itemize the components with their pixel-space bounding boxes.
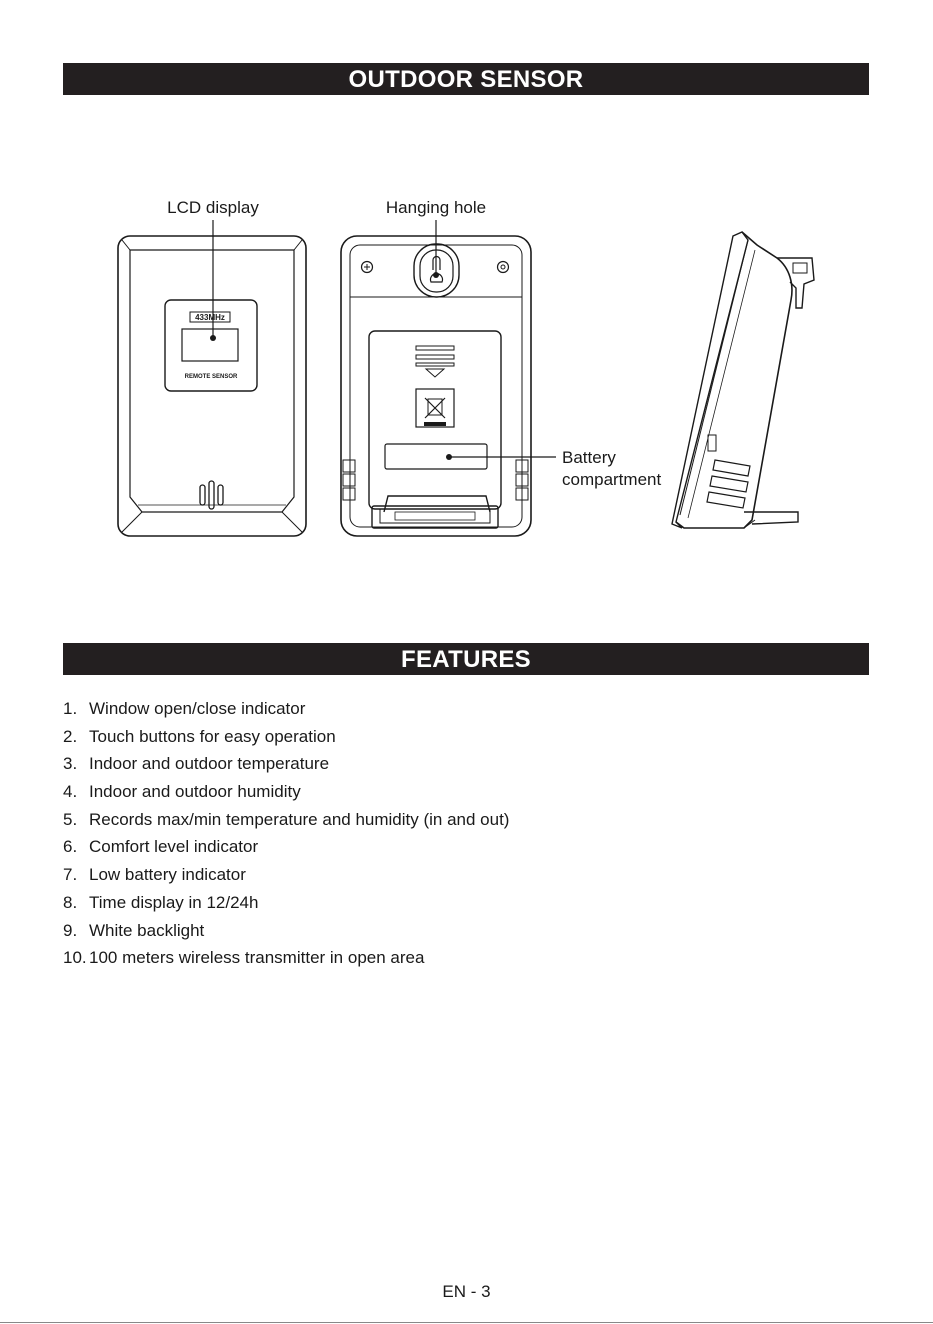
feature-item bbox=[63, 891, 509, 919]
features-list bbox=[63, 697, 509, 974]
feature-item bbox=[63, 835, 509, 863]
feature-number: 6. bbox=[63, 837, 78, 857]
battery-compartment-label-line2: compartment bbox=[562, 470, 662, 489]
feature-number: 1. bbox=[63, 699, 78, 718]
feature-item bbox=[63, 919, 509, 947]
feature-number: 7. bbox=[63, 865, 78, 885]
feature-number: 4. bbox=[63, 782, 78, 802]
feature-item bbox=[63, 946, 509, 974]
feature-number: 10. bbox=[63, 948, 87, 968]
feature-text: White backlight bbox=[89, 920, 205, 940]
page-number: EN - 3 bbox=[442, 1282, 491, 1301]
feature-item bbox=[63, 808, 509, 836]
feature-number: 9. bbox=[63, 920, 78, 940]
feature-item bbox=[63, 725, 509, 753]
battery-compartment-label-line1: Battery bbox=[562, 448, 616, 467]
feature-number: 2. bbox=[63, 726, 78, 746]
sensor-illustration bbox=[0, 0, 933, 600]
front-lcd-frequency-text: 433MHz bbox=[195, 313, 225, 322]
lcd-display-label: LCD display bbox=[167, 198, 259, 217]
section-header-outdoor-sensor: OUTDOOR SENSOR bbox=[63, 63, 869, 95]
feature-item bbox=[63, 780, 509, 808]
lcd-display-callout bbox=[167, 198, 259, 341]
feature-text: Low battery indicator bbox=[89, 865, 246, 885]
feature-item bbox=[63, 863, 509, 891]
feature-item bbox=[63, 697, 509, 725]
side-view bbox=[672, 232, 814, 528]
bottom-divider bbox=[0, 1322, 933, 1323]
hanging-hole-label: Hanging hole bbox=[385, 198, 487, 217]
feature-text: Comfort level indicator bbox=[89, 837, 259, 857]
feature-number: 5. bbox=[63, 809, 78, 829]
feature-text: 100 meters wireless transmitter in open area bbox=[89, 948, 425, 968]
feature-text: Indoor and outdoor humidity bbox=[89, 782, 301, 802]
back-view bbox=[341, 236, 531, 536]
feature-text: Window open/close indicator bbox=[89, 699, 306, 718]
front-model-text: REMOTE SENSOR bbox=[184, 374, 238, 380]
feature-number: 3. bbox=[63, 754, 78, 774]
feature-text: Records max/min temperature and humidity (in and out) bbox=[89, 809, 510, 829]
feature-text: Indoor and outdoor temperature bbox=[89, 754, 330, 774]
feature-text: Touch buttons for easy operation bbox=[89, 726, 336, 746]
feature-number: 8. bbox=[63, 892, 78, 912]
front-view bbox=[118, 236, 306, 536]
section-header-features: FEATURES bbox=[63, 643, 869, 675]
hanging-hole-callout bbox=[386, 198, 486, 278]
feature-text: Time display in 12/24h bbox=[89, 892, 259, 912]
feature-item bbox=[63, 752, 509, 780]
